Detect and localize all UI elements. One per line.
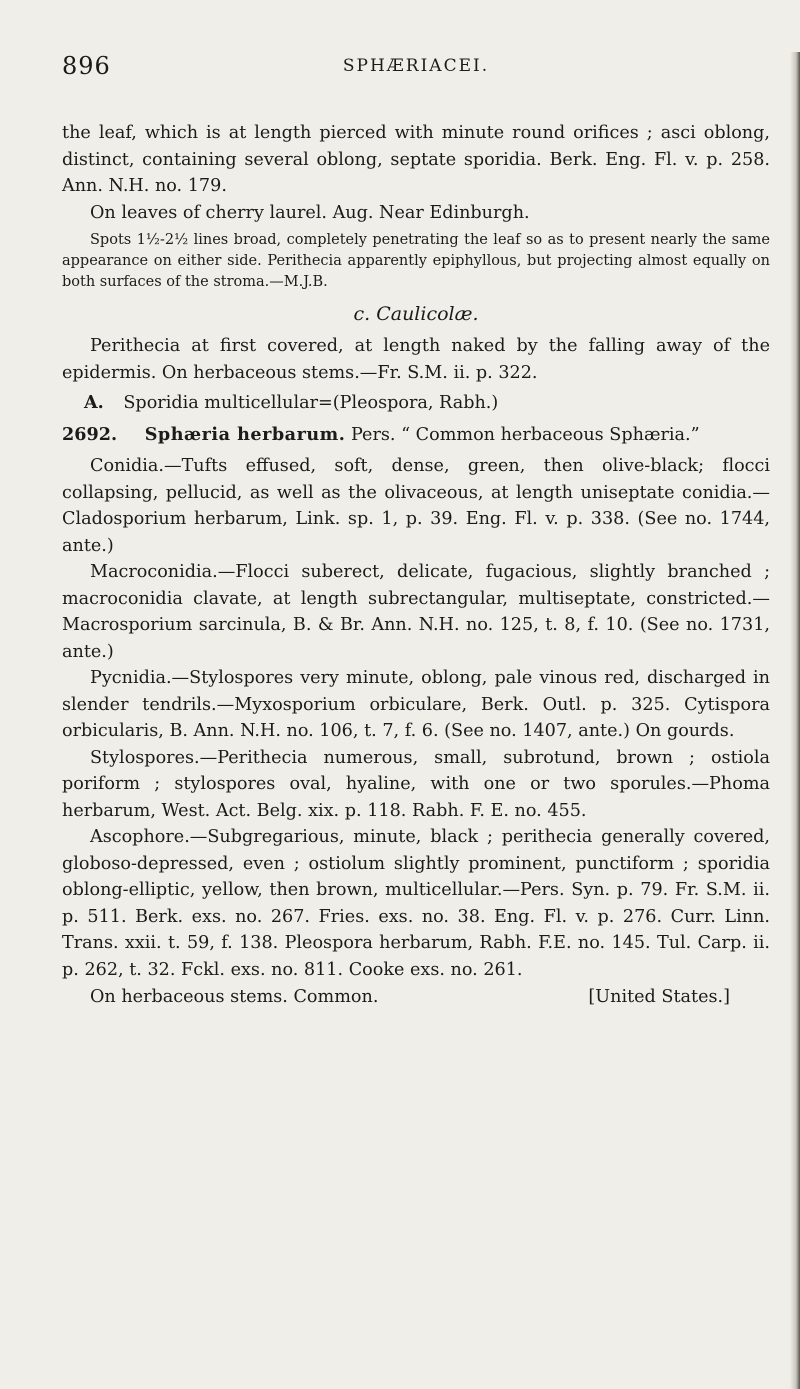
habitat-text: On herbaceous stems. Common. <box>90 987 379 1007</box>
note-paragraph: Spots 1½-2½ lines broad, completely penetrating the leaf so as to present nearly the same appearance on either side. Perithecia apparently epiphyllous, but projecting almost equally on both surfaces of the stroma.—M.J.B. <box>62 232 770 290</box>
page-header <box>62 52 770 100</box>
pycnidia-paragraph: Pycnidia.—Stylospores very minute, oblong, pale vinous red, discharged in slender tendrils.—Myxosporium orbiculare, Berk. Outl. p. 325. Cytispora orbicularis, B. Ann. N.H. no. 106, t. 7, f. 6. (See no. 1407, ante.) On gourds. <box>62 668 770 741</box>
species-name: Sphæria herbarum. <box>144 424 346 445</box>
stylospores-paragraph: Stylospores.—Perithecia numerous, small, subrotund, brown ; ostiola poriform ; stylospores oval, hyaline, with one or two sporules.—Phoma herbarum, West. Act. Belg. xix. p. 118. Rabh. F. E. no. 455. <box>62 747 770 821</box>
habitat-paragraph: On leaves of cherry laurel. Aug. Near Edinburgh. <box>90 202 530 223</box>
section-heading-caulicolae: c. Caulicolæ. <box>353 303 479 325</box>
page-edge-shadow <box>790 52 800 1389</box>
habitat-line <box>62 987 770 1007</box>
macroconidia-paragraph: Macroconidia.—Flocci suberect, delicate, fugacious, slightly branched ; macroconidia clavate, at length subrectangular, multiseptate, constricted.—Macrosporium sarcinula, B. & Br. Ann. N.H. no. 125, t. 8, f. 10. (See no. 1731, ante.) <box>62 562 770 662</box>
subsection-heading <box>62 392 770 413</box>
book-page <box>0 52 800 1389</box>
ascophore-paragraph: Ascophore.—Subgregarious, minute, black ; perithecia generally covered, globoso-depressed, even ; ostiolum slightly prominent, punctiform ; sporidia oblong-elliptic, yellow, then brown, multicellular.—Pers. Syn. p. 79. Fr. S.M. ii. p. 511. Berk. exs. no. 267. Fries. exs. no. 38. Eng. Fl. v. p. 276. Curr. Linn. Trans. xxii. t. 59, f. 138. Pleospora herbarum, Rabh. F.E. no. 145. Tul. Carp. ii. p. 262, t. 32. Fckl. exs. no. 811. Cooke exs. no. 261. <box>62 827 770 980</box>
section-description: Perithecia at first covered, at length naked by the falling away of the epidermis. On herbaceous stems.—Fr. S.M. ii. p. 322. <box>62 336 770 383</box>
species-number: 2692. <box>62 424 118 445</box>
subsection-mark: A. <box>84 392 104 413</box>
subsection-text: Sporidia multicellular=(Pleospora, Rabh.) <box>123 393 499 413</box>
distribution-text: [United States.] <box>588 987 730 1007</box>
conidia-paragraph: Conidia.—Tufts effused, soft, dense, green, then olive-black; flocci collapsing, pellucid, as well as the olivaceous, at length uniseptate conidia.—Cladosporium herbarum, Link. sp. 1, p. 39. Eng. Fl. v. p. 338. (See no. 1744, ante.) <box>62 456 770 556</box>
paragraph-continued: the leaf, which is at length pierced with minute round orifices ; asci oblong, distinct, containing several oblong, septate sporidia. Berk. Eng. Fl. v. p. 258. Ann. N.H. no. 179. <box>62 123 770 196</box>
page-number: 896 <box>62 52 111 80</box>
species-heading <box>62 423 770 447</box>
running-head: SPHÆRIACEI. <box>342 56 490 76</box>
species-author: Pers. “ Common herbaceous Sphæria.” <box>350 425 700 445</box>
